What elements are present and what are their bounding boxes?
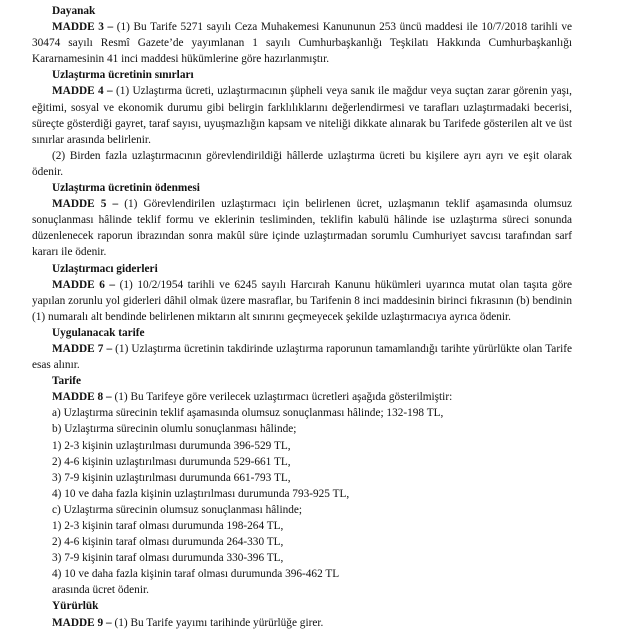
section-heading-expenses: Uzlaştırmacı giderleri xyxy=(52,262,158,275)
tariff-line: 4) 10 ve daha fazla kişinin uzlaştırılması durumunda 793-925 TL, xyxy=(52,487,350,500)
section-heading-dayanak: Dayanak xyxy=(52,5,96,17)
article-9-label: MADDE 9 – xyxy=(52,616,112,629)
article-6-label: MADDE 6 – xyxy=(52,278,116,291)
article-6-text: (1) 10/2/1954 tarihli ve 6245 sayılı Harcırah Kanunu hükümleri uyarınca mutat olan taşıta göre yapılan zorunlu yol giderleri dâhil olmak üzere masraflar, bu Tarifenin 8 inci maddesinin birinci fıkrasının (b) bendinin (1) numaralı alt bendinde belirlenen miktarın alt sınırını geçmeyecek şekilde uzlaştırmacıya ayrıca ödenir. xyxy=(32,278,572,323)
article-3-label: MADDE 3 – xyxy=(52,21,114,34)
article-4-text-2: (2) Birden fazla uzlaştırmacının görevlendirildiği hâllerde uzlaştırma ücreti bu kişilere ayrı ayrı ve eşit olarak ödenir. xyxy=(32,149,572,178)
tariff-line: c) Uzlaştırma sürecinin olumsuz sonuçlanması hâlinde; xyxy=(52,503,303,516)
article-4-paragraph-2 xyxy=(32,148,572,180)
section-heading-tariff: Tarife xyxy=(52,375,82,388)
tariff-line: 1) 2-3 kişinin uzlaştırılması durumunda 396-529 TL, xyxy=(52,439,291,452)
article-6-paragraph xyxy=(32,277,572,325)
article-8-label: MADDE 8 – xyxy=(52,391,112,404)
tariff-line: 4) 10 ve daha fazla kişinin taraf olması durumunda 396-462 TL xyxy=(52,568,340,581)
article-4-paragraph-1 xyxy=(32,83,572,147)
section-heading-fee-limits: Uzlaştırma ücretinin sınırları xyxy=(52,69,194,82)
tariff-line: 2) 4-6 kişinin taraf olması durumunda 264-330 TL, xyxy=(52,536,284,549)
tariff-line: 3) 7-9 kişinin taraf olması durumunda 330-396 TL, xyxy=(52,552,284,565)
section-heading-applicable-tariff: Uygulanacak tarife xyxy=(52,326,145,339)
article-8-text: (1) Bu Tarifeye göre verilecek uzlaştırmacı ücretleri aşağıda gösterilmiştir: xyxy=(111,391,453,404)
article-9-paragraph xyxy=(32,615,572,631)
tariff-line: b) Uzlaştırma sürecinin olumlu sonuçlanması hâlinde; xyxy=(52,423,297,436)
tariff-line: 3) 7-9 kişinin uzlaştırılması durumunda 661-793 TL, xyxy=(52,471,291,484)
article-4-text: (1) Uzlaştırma ücreti, uzlaştırmacının şüpheli veya sanık ile mağdur veya suçtan zarar görenin yaşı, eğitimi, sosyal ve ekonomik durumu gibi belirgin farklılıklarını değerlendirmesi ve tarafları uzlaştırmadaki becerisi, süreçte gösterdiği gayret, taraf sayısı, uyuşmazlığın kapsam ve niteliği dikkate alınarak bu Tarifede gösterilen alt ve üst sınırlar arasında belirlenir. xyxy=(32,85,572,146)
tariff-line: arasında ücret ödenir. xyxy=(52,584,149,597)
article-5-paragraph xyxy=(32,196,572,260)
article-7-label: MADDE 7 – xyxy=(52,342,113,355)
section-heading-fee-payment: Uzlaştırma ücretinin ödenmesi xyxy=(52,182,200,195)
article-9-text: (1) Bu Tarife yayımı tarihinde yürürlüğe girer. xyxy=(111,616,324,629)
document-body xyxy=(32,0,572,631)
section-heading-effective-date: Yürürlük xyxy=(52,600,99,613)
article-7-text: (1) Uzlaştırma ücretinin takdirinde uzlaştırma raporunun tamamlandığı tarihte yürürlükte olan Tarife esas alınır. xyxy=(32,342,572,372)
article-3-text: (1) Bu Tarife 5271 sayılı Ceza Muhakemesi Kanununun 253 üncü maddesi ile 10/7/2018 tarihli ve 30474 sayılı Resmî Gazete’de yayımlanan 1 sayılı Cumhurbaşkanlığı Teşkilatı Hakkında Cumhurbaşkanlığı Kararnamesinin 41 inci maddesi hükümlerine göre hazırlanmıştır. xyxy=(32,21,572,66)
article-3-paragraph xyxy=(32,19,572,67)
tariff-line: a) Uzlaştırma sürecinin teklif aşamasında olumsuz sonuçlanması hâlinde; 132-198 TL, xyxy=(52,407,444,420)
article-8-intro xyxy=(32,389,572,405)
tariff-line: 2) 4-6 kişinin uzlaştırılması durumunda 529-661 TL, xyxy=(52,455,291,468)
article-5-text: (1) Görevlendirilen uzlaştırmacı için belirlenen ücret, uzlaşmanın teklif aşamasında olumsuz sonuçlanması hâlinde teklif formu ve eklerinin tesliminden, teklifin kabulü hâlinde ise uzlaştırma süreci sonunda düzenlenecek raporun ibrazından sonra makûl süre içinde uzlaştırmadan sorumlu Cumhuriyet savcısı tarafından sarf kararı ile ödenir. xyxy=(32,198,572,259)
article-5-label: MADDE 5 – xyxy=(52,198,119,211)
article-4-label: MADDE 4 – xyxy=(52,85,113,98)
article-7-paragraph xyxy=(32,341,572,373)
tariff-line: 1) 2-3 kişinin taraf olması durumunda 198-264 TL, xyxy=(52,520,284,532)
